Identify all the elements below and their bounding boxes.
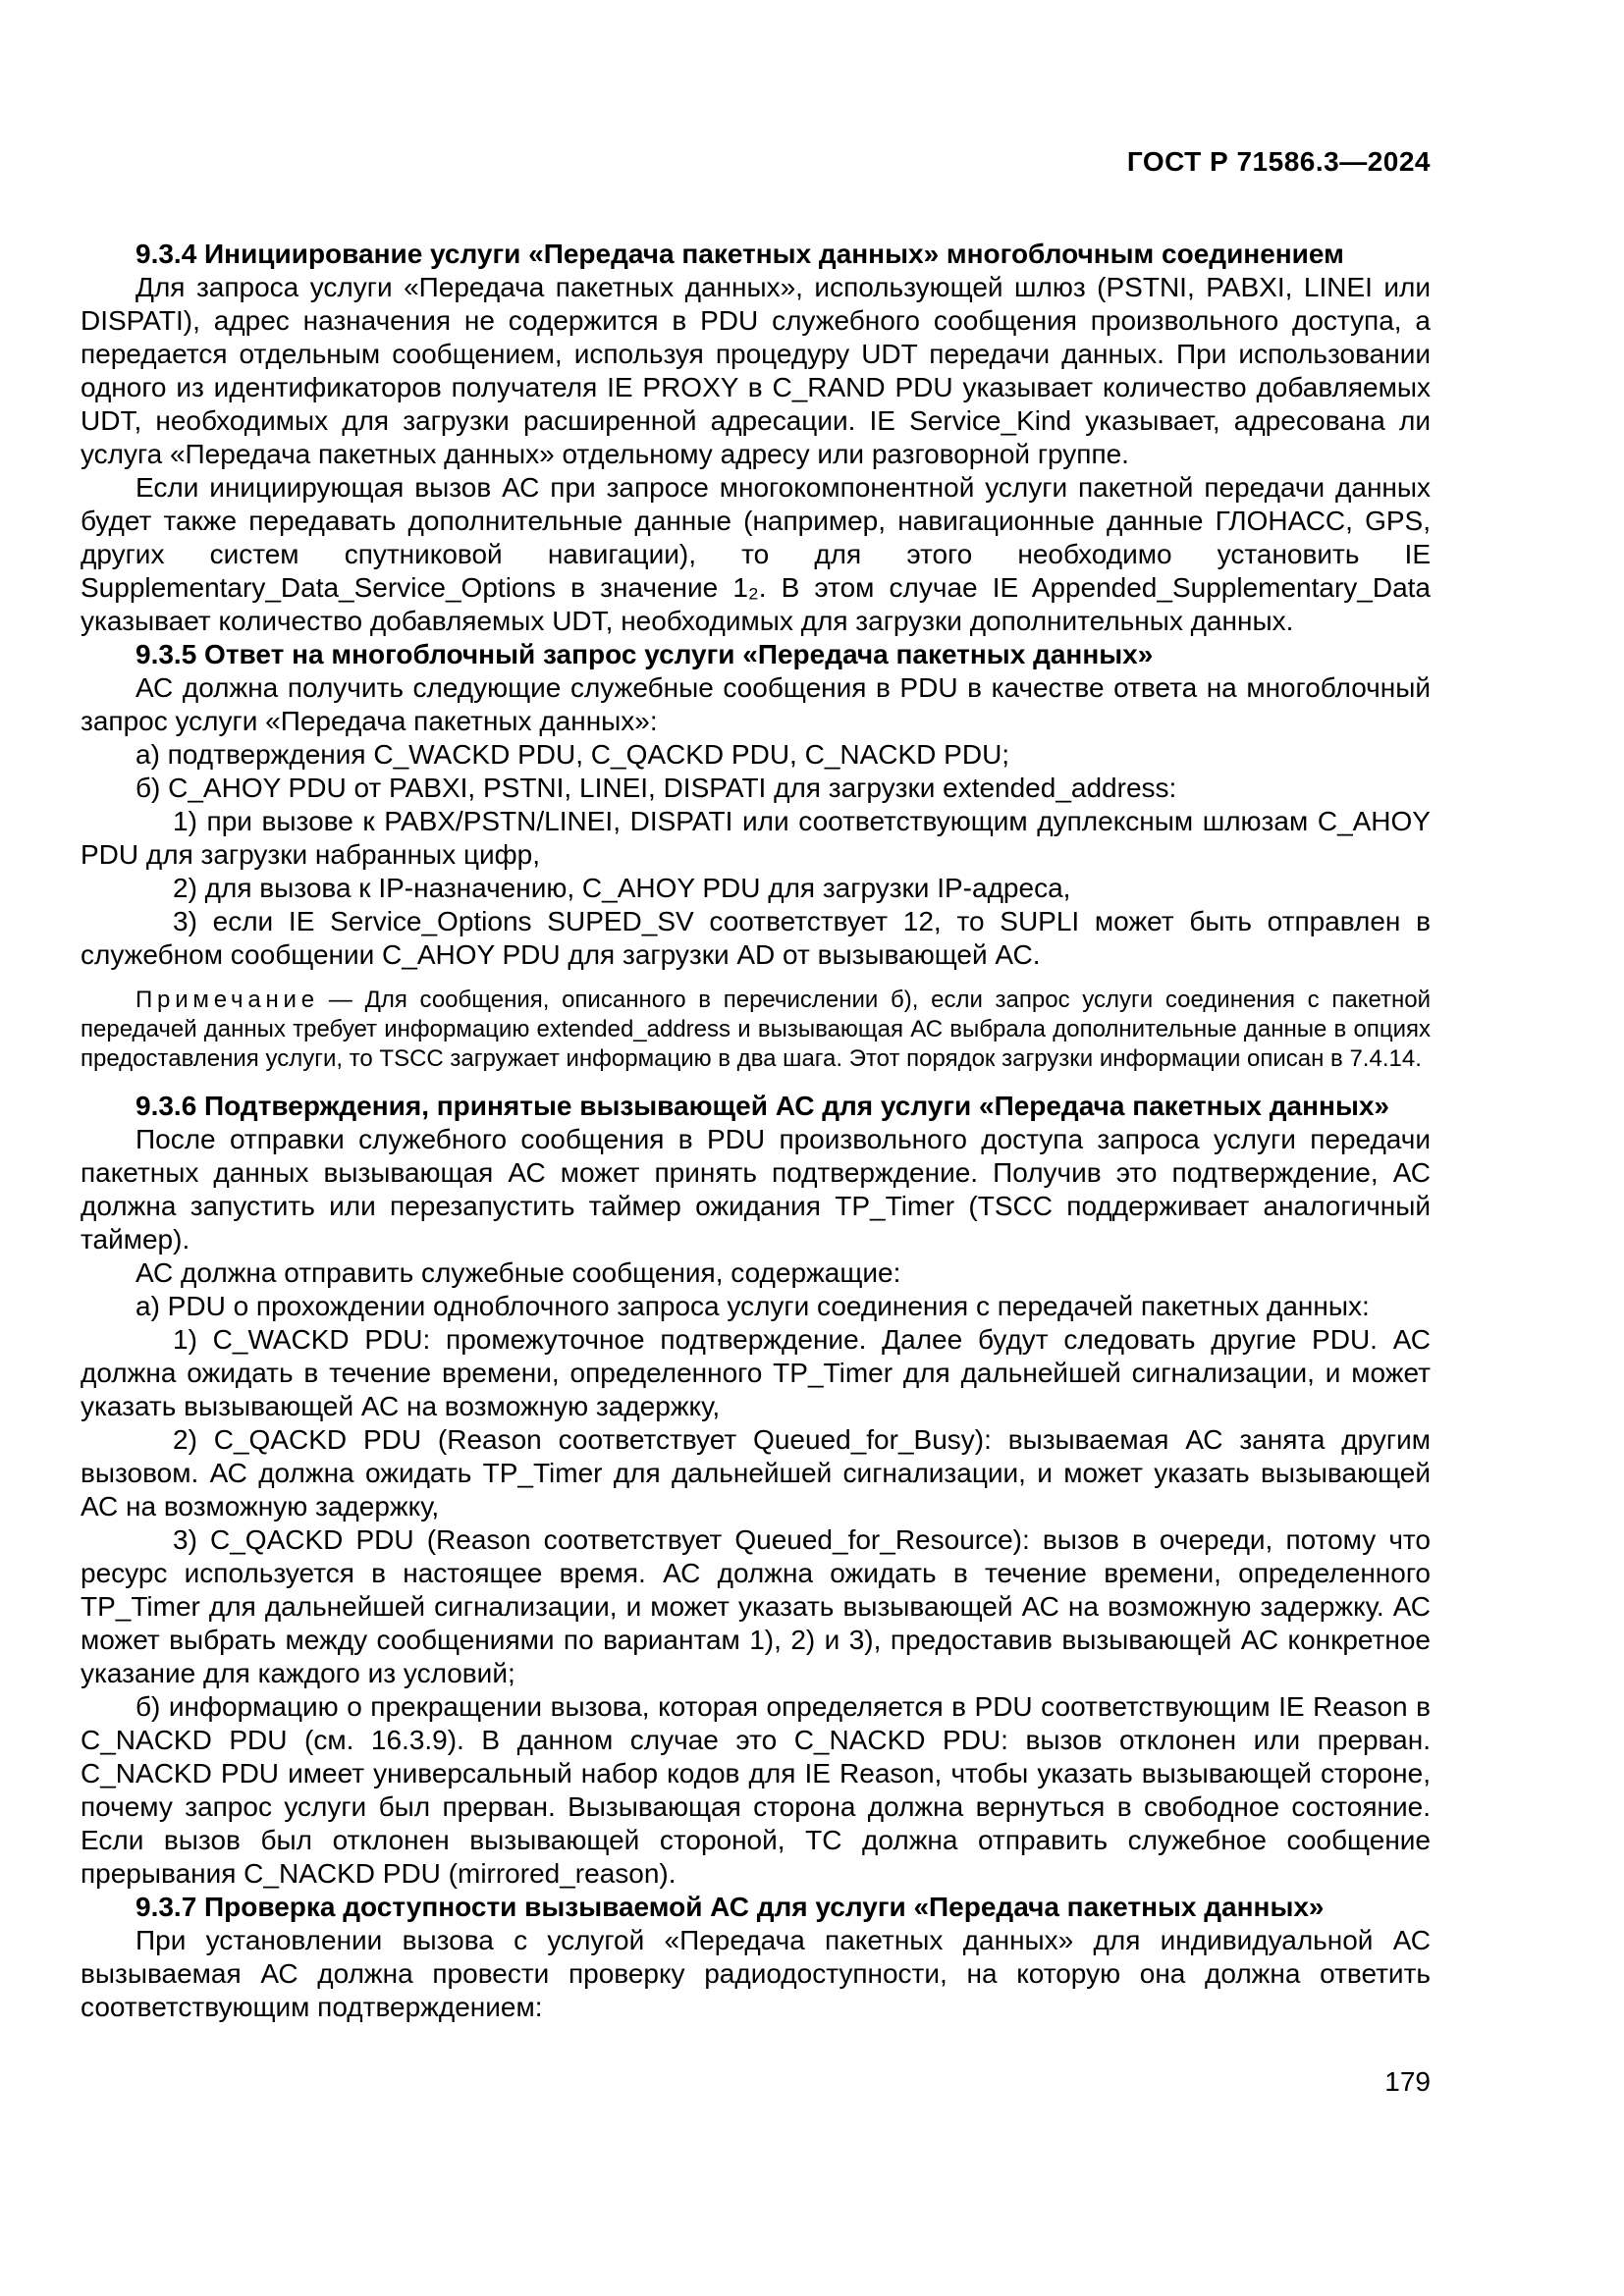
list-item-a: а) PDU о прохождении одноблочного запроса услуги соединения с передачей пакетных данных:: [135, 1291, 1370, 1321]
list-item-b: б) информацию о прекращении вызова, которая определяется в PDU соответствующим IE Reason в C_NACKD PDU (см. 16.3.9). В данном случае это C_NACKD PDU: вызов отклонен или прерван. C_NACKD PDU имеет универсальный набор кодов для IE Reason, чтобы указать вызывающей стороне, почему запрос услуги был прерван. Вызывающая сторона должна вернуться в свободное состояние. Если вызов был отклонен вызывающей стороной, ТС должна отправить служебное сообщение прерывания C_NACKD PDU (mirrored_reason).: [81, 1691, 1431, 1889]
paragraph: После отправки служебного сообщения в PDU произвольного доступа запроса услуги передачи пакетных данных вызывающая АС может принять подтверждение. Получив это подтверждение, АС должна запустить или перезапустить таймер ожидания TP_Timer (TSCC поддерживает аналогичный таймер).: [81, 1124, 1431, 1255]
list-item-3: 3) C_QACKD PDU (Reason соответствует Queued_for_Resource): вызов в очереди, потому что ресурс используется в настоящее время. АС должна ожидать в течение времени, определенного TP_Timer для дальнейшей сигнализации, и может указать вызывающей АС на возможную задержку. АС может выбрать между сообщениями по вариантам 1), 2) и 3), предоставив вызывающей АС конкретное указание для каждого из условий;: [81, 1524, 1431, 1688]
note: [81, 986, 1431, 1074]
list-item-3: 3) если IE Service_Options SUPED_SV соответствует 12, то SUPLI может быть отправлен в служебном сообщении C_AHOY PDU для загрузки AD от вызывающей АС.: [81, 906, 1431, 970]
heading-9-3-7: 9.3.7 Проверка доступности вызываемой АС для услуги «Передача пакетных данных»: [135, 1892, 1325, 1922]
list-item-1: 1) при вызове к PABX/PSTN/LINEI, DISPATI или соответствующим дуплексным шлюзам C_AHOY PDU для загрузки набранных цифр,: [81, 806, 1431, 870]
list-item-1: 1) C_WACKD PDU: промежуточное подтверждение. Далее будут следовать другие PDU. АС должна ожидать в течение времени, определенного TP_Timer для дальнейшей сигнализации, и может указать вызывающей АС на возможную задержку,: [81, 1324, 1431, 1421]
paragraph: АС должна отправить служебные сообщения, содержащие:: [135, 1257, 901, 1288]
note-text: — Для сообщения, описанного в перечислении б), если запрос услуги соединения с пакетной передачей данных требует информацию extended_address и вызывающая АС выбрала дополнительные данные в опциях предоставления услуги, то TSCC загружает информацию в два шага. Этот порядок загрузки информации описан в 7.4.14.: [81, 987, 1431, 1072]
heading-9-3-5: 9.3.5 Ответ на многоблочный запрос услуги «Передача пакетных данных»: [135, 639, 1154, 669]
paragraph: Если инициирующая вызов АС при запросе многокомпонентной услуги пакетной передачи данных будет также передавать дополнительные данные (например, навигационные данные ГЛОНАСС, GPS, других систем спутниковой навигации), то для этого необходимо установить IE Supplementary_Data_Service_Options в значение 1₂. В этом случае IE Appended_Supplementary_Data указывает количество добавляемых UDT, необходимых для загрузки дополнительных данных.: [81, 472, 1431, 636]
list-item-2: 2) C_QACKD PDU (Reason соответствует Queued_for_Busy): вызываемая АС занята другим вызовом. АС должна ожидать TP_Timer для дальнейшей сигнализации, и может указать вызывающей АС на возможную задержку,: [81, 1424, 1431, 1522]
heading-9-3-6: 9.3.6 Подтверждения, принятые вызывающей АС для услуги «Передача пакетных данных»: [135, 1091, 1390, 1121]
list-item-2: 2) для вызова к IP-назначению, C_AHOY PDU для загрузки IP-адреса,: [173, 873, 1071, 903]
page-content: [81, 145, 1431, 2024]
page-number: 179: [1384, 2066, 1431, 2097]
paragraph: АС должна получить следующие служебные сообщения в PDU в качестве ответа на многоблочный запрос услуги «Передача пакетных данных»:: [81, 672, 1431, 736]
list-item-b: б) C_AHOY PDU от PABXI, PSTNI, LINEI, DISPATI для загрузки extended_address:: [135, 773, 1177, 803]
paragraph: При установлении вызова с услугой «Передача пакетных данных» для индивидуальной АС вызываемая АС должна провести проверку радиодоступности, на которую она должна ответить соответствующим подтверждением:: [81, 1925, 1431, 2022]
note-label: Примечание: [135, 987, 319, 1013]
heading-9-3-4: 9.3.4 Инициирование услуги «Передача пакетных данных» многоблочным соединением: [135, 239, 1344, 269]
paragraph: Для запроса услуги «Передача пакетных данных», использующей шлюз (PSTNI, PABXI, LINEI или DISPATI), адрес назначения не содержится в PDU служебного сообщения произвольного доступа, а передается отдельным сообщением, используя процедуру UDT передачи данных. При использовании одного из идентификаторов получателя IE PROXY в C_RAND PDU указывает количество добавляемых UDT, необходимых для загрузки расширенной адресации. IE Service_Kind указывает, адресована ли услуга «Передача пакетных данных» отдельному адресу или разговорной группе.: [81, 272, 1431, 469]
list-item-a: а) подтверждения C_WACKD PDU, C_QACKD PDU, C_NACKD PDU;: [135, 739, 1010, 770]
running-header: ГОСТ Р 71586.3—2024: [1126, 146, 1431, 177]
